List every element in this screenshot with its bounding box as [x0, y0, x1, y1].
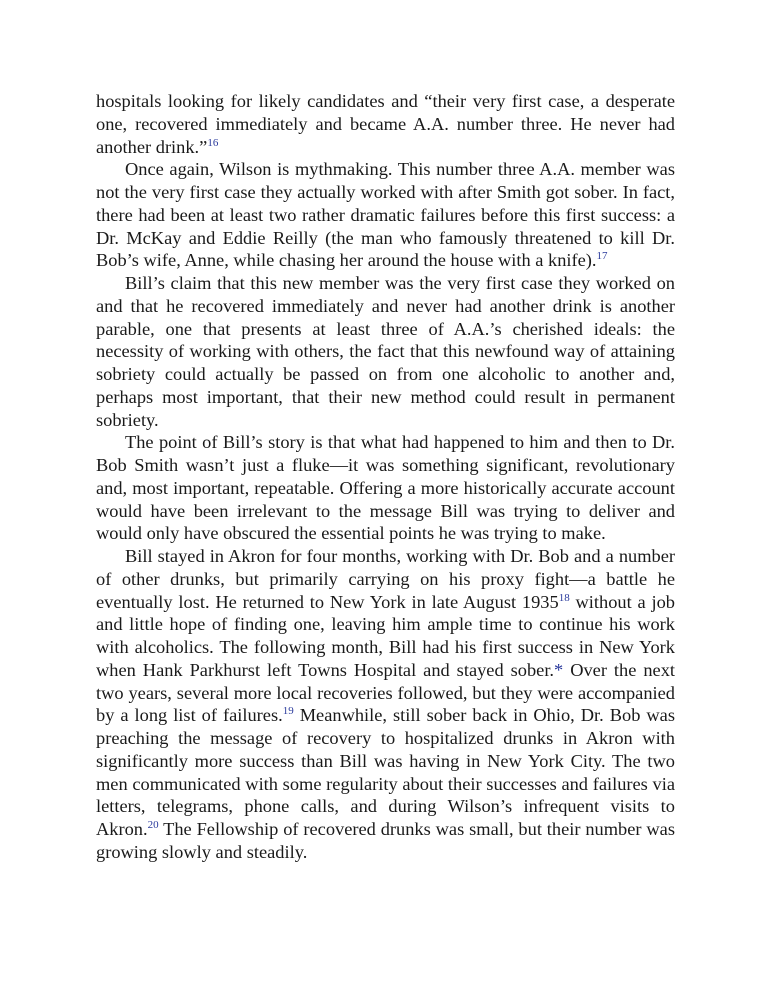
paragraph-text: Over the next two years, several more local recoveries followed, but they were accompanied by a long list of failures.	[96, 659, 675, 726]
paragraph-text: Meanwhile, still sober back in Ohio, Dr. Bob was preaching the message of recovery to hospitalized drunks in Akron with significantly more success than Bill was having in New York City. The two men communicated with some regularity about their successes and failures via letters, telegrams, phone calls, and during Wilson’s infrequent visits to Akron.	[96, 705, 675, 839]
footnote-ref-16[interactable]: 16	[207, 136, 219, 149]
paragraph	[96, 545, 675, 864]
paragraph-text: Once again, Wilson is mythmaking. This number three A.A. member was not the very first case they actually worked with after Smith got sober. In fact, there had been at least two rather dramatic failures before this first success: a Dr. McKay and Eddie Reilly (the man who famously threatened to kill Dr. Bob’s wife, Anne, while chasing her around the house with a knife).	[96, 159, 675, 271]
footnote-ref-19[interactable]: 19	[282, 705, 294, 718]
paragraph	[96, 158, 675, 272]
paragraph-text: The point of Bill’s story is that what had happened to him and then to Dr. Bob Smith wasn’t just a fluke—it was something significant, revolutionary and, most important, repeatable. Offering a more historically accurate account would have been irrelevant to the message Bill was trying to deliver and would only have obscured the essential points he was trying to make.	[96, 432, 675, 544]
paragraph-text: The Fellowship of recovered drunks was small, but their number was growing slowly and steadily.	[96, 819, 675, 862]
footnote-ref-18[interactable]: 18	[558, 591, 570, 604]
paragraph-text: Bill’s claim that this new member was the very first case they worked on and that he recovered immediately and never had another drink is another parable, one that presents at least three of A.A.’s cherished ideals: the necessity of working with others, the fact that this newfound way of attaining sobriety could actually be passed on from one alcoholic to another and, perhaps most important, that their new method could result in permanent sobriety.	[96, 273, 675, 430]
paragraph-text: hospitals looking for likely candidates and “their very first case, a desperate one, recovered immediately and became A.A. number three. He never had another drink.”	[96, 91, 675, 157]
asterisk-note-link[interactable]: *	[554, 659, 564, 680]
paragraph-text: without a job and little hope of finding one, leaving him ample time to continue his work with alcoholics. The following month, Bill had his first success in New York when Hank Parkhurst left Towns Hospital and stayed sober.	[96, 591, 675, 680]
footnote-ref-20[interactable]: 20	[147, 818, 159, 831]
paragraph	[96, 272, 675, 431]
footnote-ref-17[interactable]: 17	[596, 250, 608, 263]
paragraph	[96, 90, 675, 158]
page-body	[96, 90, 675, 864]
paragraph-text: Bill stayed in Akron for four months, working with Dr. Bob and a number of other drunks, but primarily carrying on his proxy fight—a battle he eventually lost. He returned to New York in late August 1935	[96, 546, 675, 612]
paragraph	[96, 431, 675, 545]
